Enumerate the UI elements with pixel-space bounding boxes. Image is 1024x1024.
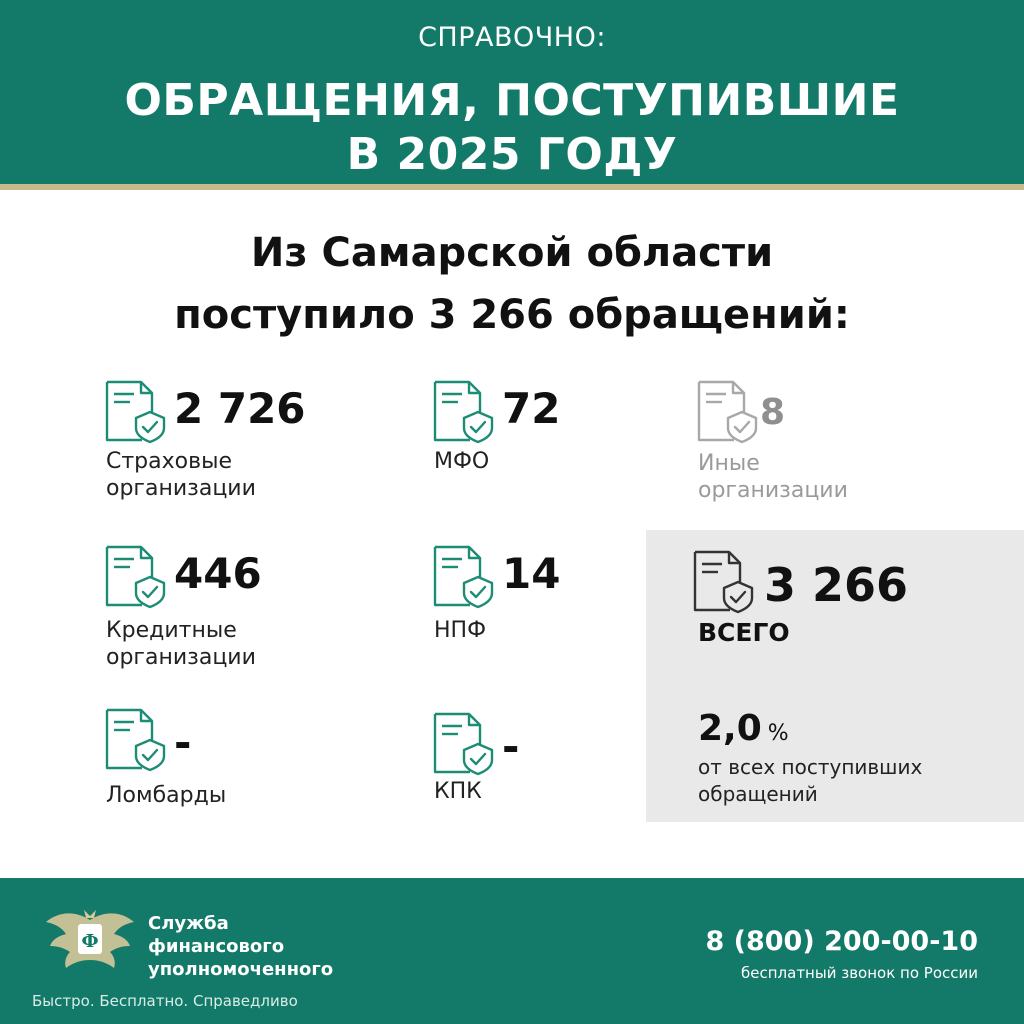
page-title bbox=[0, 74, 1024, 182]
region-summary-line2: поступило 3 266 обращений: bbox=[174, 292, 850, 338]
stat-pawnshops-value: - bbox=[174, 718, 192, 767]
stat-npf-value: 14 bbox=[502, 549, 561, 598]
org-motto: Быстро. Бесплатно. Справедливо bbox=[32, 992, 298, 1010]
stat-kpk-label bbox=[434, 778, 482, 805]
header-banner bbox=[0, 0, 1024, 190]
stat-mfo-label bbox=[434, 448, 489, 475]
stat-insurance-label-line1: Страховые bbox=[106, 449, 232, 474]
total-summary-card bbox=[646, 530, 1024, 822]
stat-mfo-value: 72 bbox=[502, 384, 561, 433]
total-label: ВСЕГО bbox=[698, 618, 790, 647]
stat-npf-label-line1: НПФ bbox=[434, 618, 487, 643]
stat-other-orgs-label-line2: организации bbox=[698, 478, 848, 503]
stat-credit-orgs-label bbox=[106, 617, 256, 671]
header-kicker: СПРАВОЧНО: bbox=[418, 22, 606, 53]
hotline-phone[interactable]: 8 (800) 200-00-10 bbox=[705, 926, 978, 957]
stat-pawnshops bbox=[104, 708, 364, 818]
stat-insurance-label bbox=[106, 448, 256, 502]
stat-insurance-label-line2: организации bbox=[106, 476, 256, 501]
stat-insurance bbox=[104, 380, 364, 510]
stat-pawnshops-label-line1: Ломбарды bbox=[106, 783, 227, 808]
stat-insurance-value: 2 726 bbox=[174, 384, 306, 433]
share-label-line2: обращений bbox=[698, 782, 818, 806]
org-name bbox=[148, 912, 333, 981]
stat-credit-orgs bbox=[104, 545, 364, 675]
hotline-note: бесплатный звонок по России bbox=[741, 964, 978, 982]
region-summary bbox=[0, 222, 1024, 346]
total-value: 3 266 bbox=[764, 558, 909, 612]
stat-npf bbox=[432, 545, 632, 675]
stat-kpk-value: - bbox=[502, 722, 520, 771]
stat-npf-label bbox=[434, 617, 486, 644]
stat-kpk bbox=[432, 712, 632, 822]
stat-other-orgs-label-line1: Иные bbox=[698, 451, 760, 476]
page-title-line1: ОБРАЩЕНИЯ, ПОСТУПИВШИЕ bbox=[124, 75, 900, 126]
region-summary-line1: Из Самарской области bbox=[250, 230, 774, 276]
page-title-line2: В 2025 ГОДУ bbox=[346, 129, 678, 180]
document-shield-icon bbox=[692, 550, 756, 614]
stat-other-orgs-value: 8 bbox=[760, 392, 786, 433]
stat-credit-orgs-value: 446 bbox=[174, 549, 262, 598]
stat-credit-orgs-label-line1: Кредитные bbox=[106, 618, 237, 643]
share-label-line1: от всех поступивших bbox=[698, 755, 923, 779]
org-name-line3: уполномоченного bbox=[148, 959, 334, 980]
document-shield-icon bbox=[432, 380, 496, 444]
share-label bbox=[698, 754, 998, 808]
org-name-line1: Служба bbox=[148, 913, 229, 934]
stat-kpk-label-line1: КПК bbox=[434, 779, 482, 804]
share-percent bbox=[698, 708, 789, 755]
document-shield-icon bbox=[104, 545, 168, 609]
org-name-line2: финансового bbox=[148, 936, 285, 957]
stat-mfo bbox=[432, 380, 632, 510]
document-shield-icon bbox=[432, 712, 496, 776]
document-shield-icon bbox=[104, 380, 168, 444]
footer-banner bbox=[0, 878, 1024, 1024]
stat-credit-orgs-label-line2: организации bbox=[106, 645, 256, 670]
document-shield-icon bbox=[432, 545, 496, 609]
document-shield-icon bbox=[104, 708, 168, 772]
svg-text:Ф: Ф bbox=[81, 931, 99, 952]
share-percent-value: 2,0 bbox=[698, 708, 762, 749]
stat-pawnshops-label bbox=[106, 782, 226, 809]
stat-other-orgs bbox=[696, 380, 956, 510]
stat-other-orgs-label bbox=[698, 450, 848, 504]
document-shield-icon bbox=[696, 380, 760, 444]
stat-mfo-label-line1: МФО bbox=[434, 449, 490, 474]
double-headed-eagle-logo-icon bbox=[44, 906, 136, 974]
share-percent-unit: % bbox=[767, 721, 789, 746]
